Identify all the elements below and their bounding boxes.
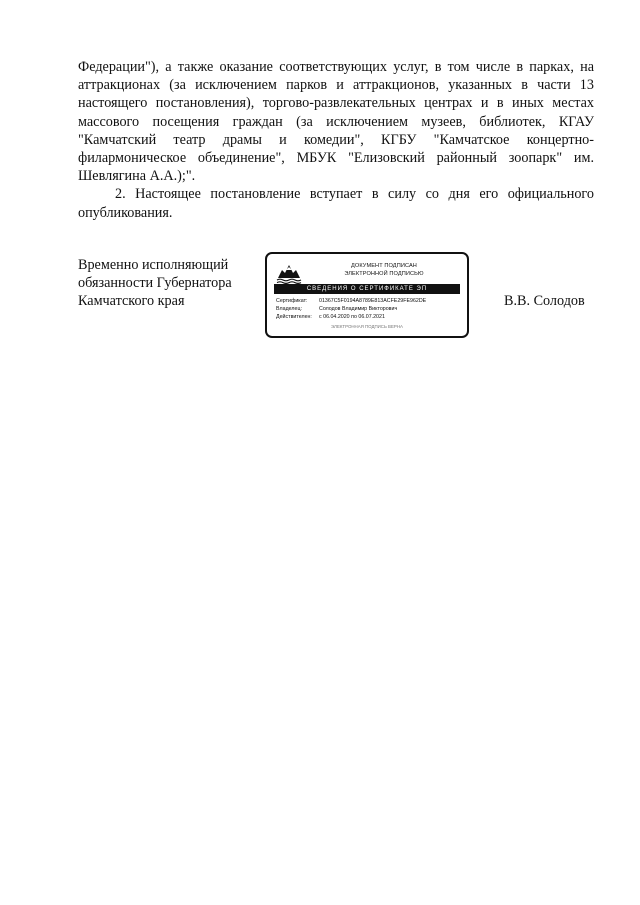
stamp-header xyxy=(307,262,461,278)
stamp-footer: ЭЛЕКТРОННАЯ ПОДПИСЬ ВЕРНА xyxy=(331,324,403,329)
paragraph-continuation: Федерации"), а также оказание соответствующих услуг, в том числе в парках, на аттракционах (за исключением парков и аттракционов, указанных в части 13 настоящего постановления), торгово-развлекательных центрах и в иных местах массового посещения граждан (за исключением музеев, библиотек, КГАУ "Камчатский театр драмы и комедии", КГБУ "Камчатское концертно-филармоническое объединение", МБУК "Елизовский районный зоопарк" им. Шевлягина А.А.);". xyxy=(78,59,594,185)
stamp-certificate-label: Сертификат: xyxy=(276,298,308,304)
stamp-header-line: ДОКУМЕНТ ПОДПИСАН xyxy=(351,263,417,269)
stamp-owner-row xyxy=(276,306,397,313)
paragraph-effective-date: 2. Настоящее постановление вступает в силу со дня его официального опубликования. xyxy=(78,186,594,221)
stamp-validity-row xyxy=(276,314,385,321)
stamp-owner-value: Солодов Владимир Викторович xyxy=(319,306,398,312)
stamp-validity-label: Действителен: xyxy=(276,314,312,320)
signer-position-line: Временно исполняющий xyxy=(78,257,229,273)
stamp-certificate-value: 01367C5F0194A8789E813ACFE29FE962DE xyxy=(319,298,427,304)
document-body xyxy=(78,58,594,222)
signer-position xyxy=(78,256,250,311)
stamp-owner-label: Владелец: xyxy=(276,306,302,312)
stamp-header-line: ЭЛЕКТРОННОЙ ПОДПИСЬЮ xyxy=(344,271,424,277)
stamp-certificate-row xyxy=(276,298,426,305)
signer-position-line: обязанности Губернатора xyxy=(78,275,232,292)
electronic-signature-stamp xyxy=(265,252,469,338)
stamp-band: СВЕДЕНИЯ О СЕРТИФИКАТЕ ЭП xyxy=(274,284,460,294)
signer-position-line: Камчатского края xyxy=(78,293,185,310)
kamchatka-emblem-icon xyxy=(276,262,302,284)
stamp-validity-value: с 06.04.2020 по 06.07.2021 xyxy=(319,314,385,320)
signer-name: В.В. Солодов xyxy=(504,293,585,309)
